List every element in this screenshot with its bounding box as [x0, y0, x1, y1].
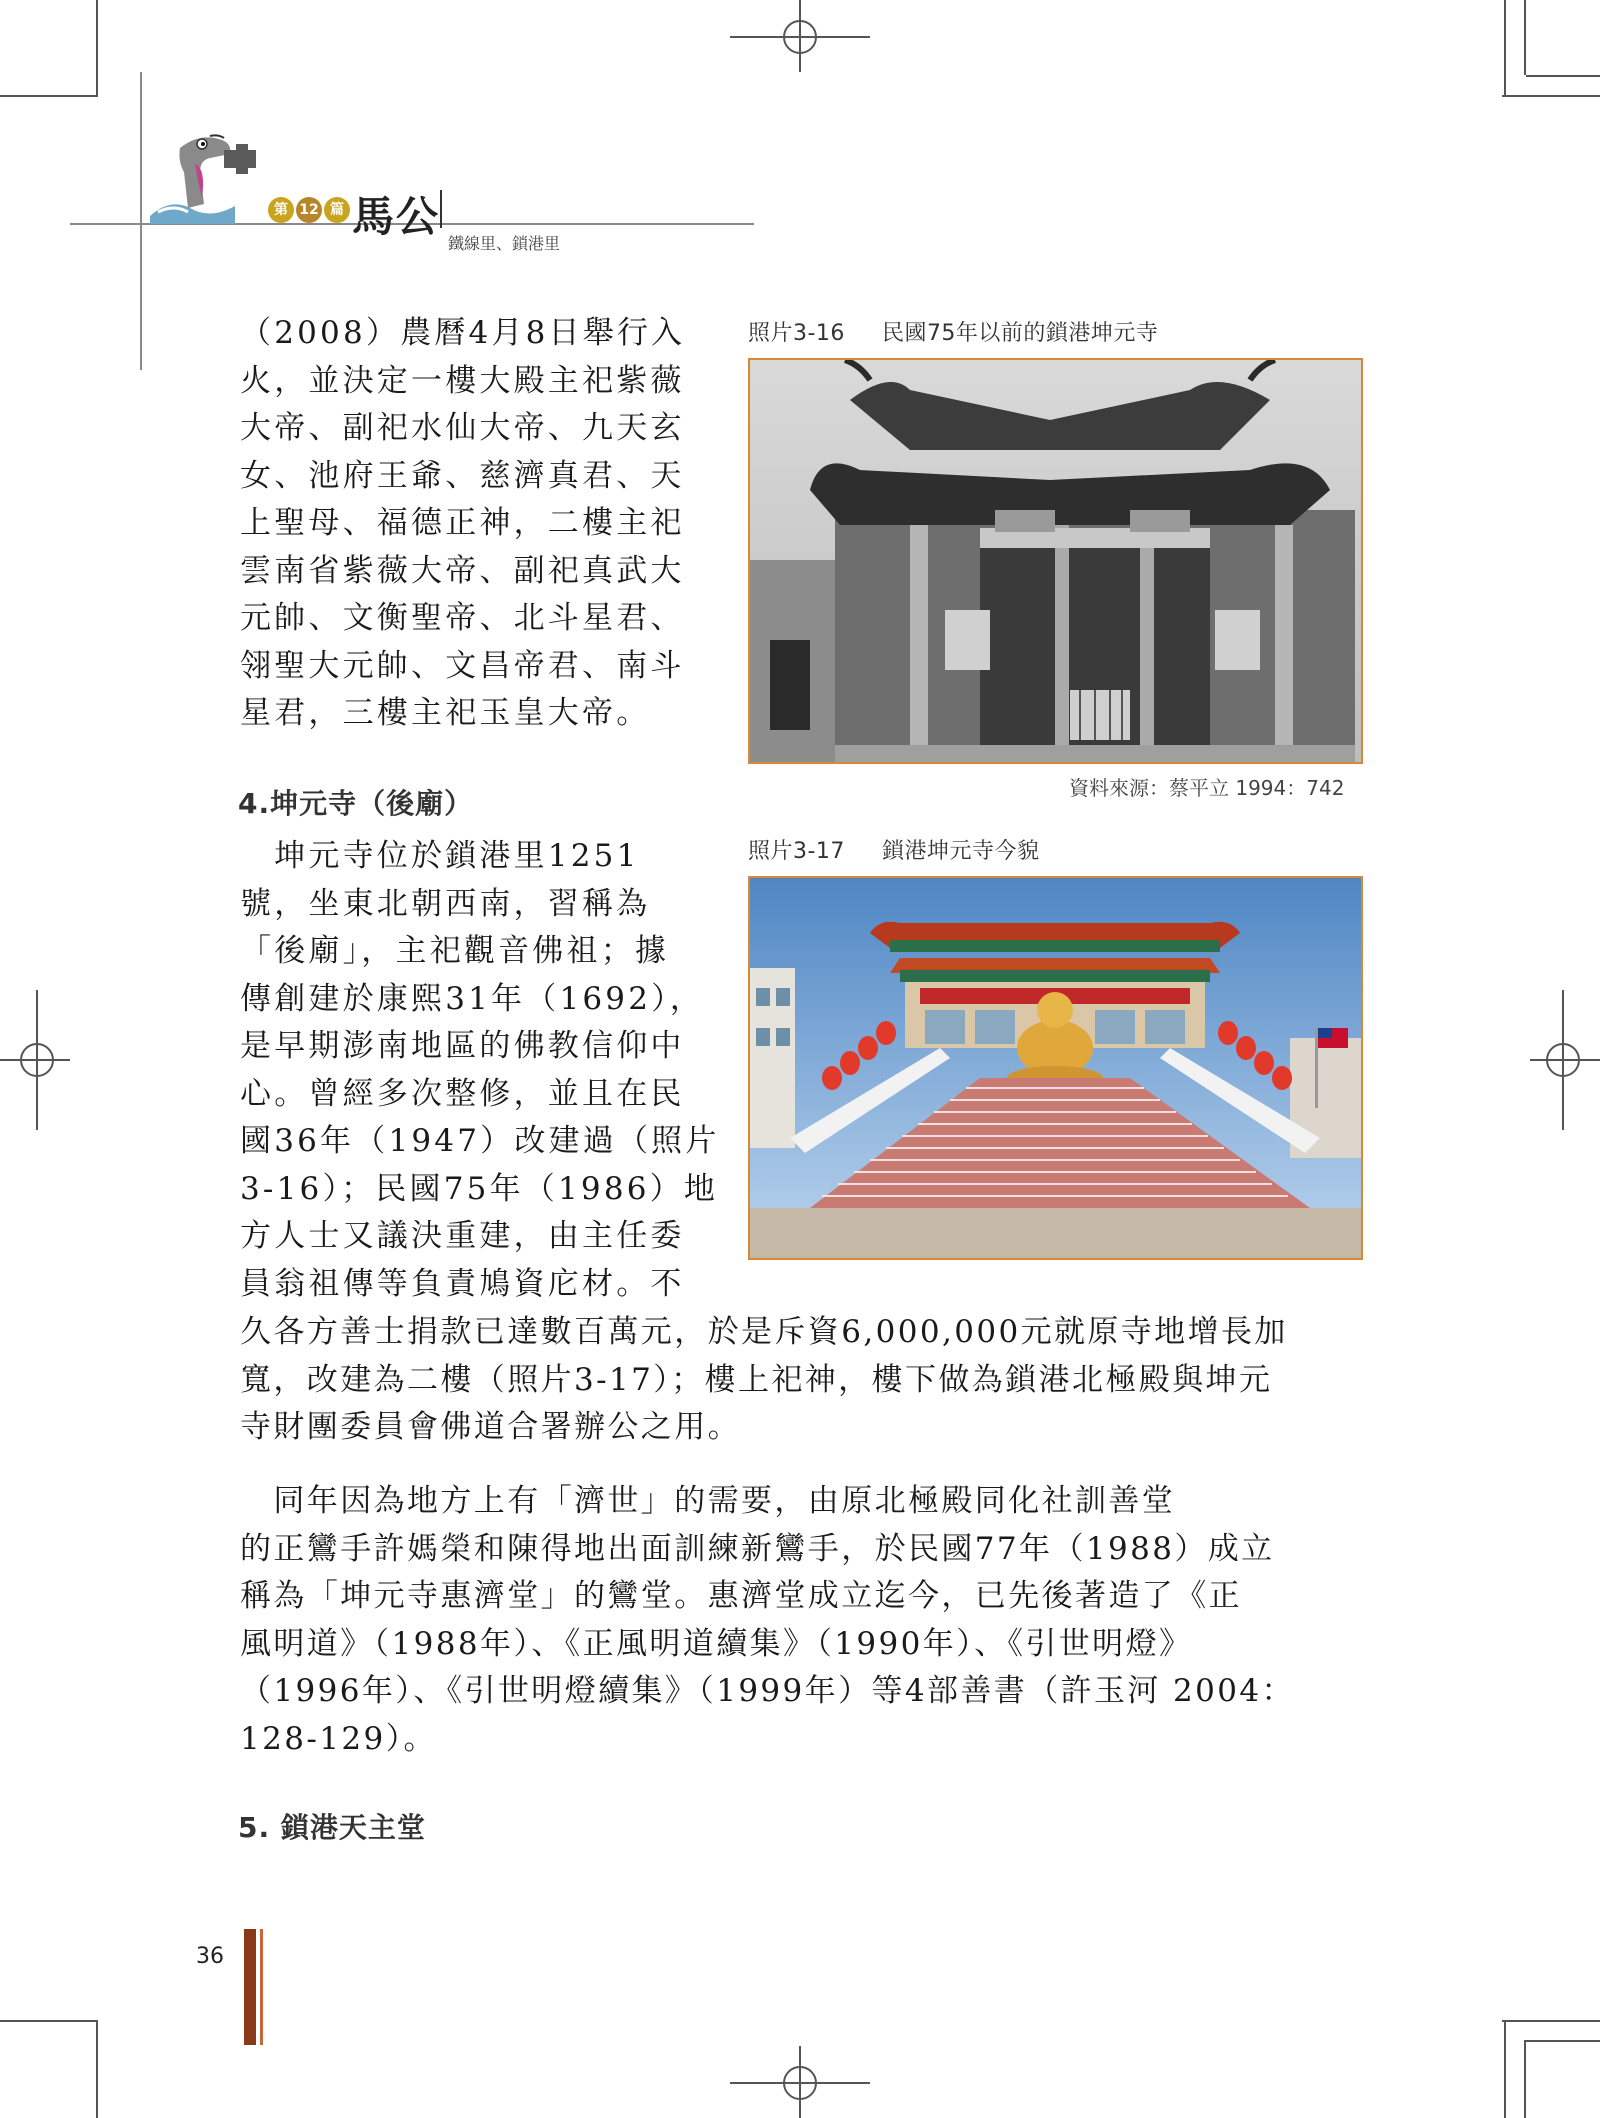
chapter-suffix-badge: 篇	[324, 197, 350, 223]
caption-text: 鎖港坤元寺今貌	[881, 839, 1040, 864]
text-line: 雲南省紫薇大帝、副祀真武大	[240, 552, 685, 589]
photo-old-temple	[748, 358, 1363, 764]
text-line: 寺財團委員會佛道合署辦公之用。	[240, 1409, 741, 1445]
crop-mark	[1524, 0, 1526, 75]
text-line: 久各方善士捐款已達數百萬元，於是斥資6,000,000元就原寺地增長加	[240, 1314, 1288, 1350]
text-line: 方人士又議決重建，由主任委	[240, 1218, 685, 1254]
old-temple-image	[750, 360, 1361, 762]
registration-mark	[783, 2066, 817, 2100]
text-line: 星君，三樓主祀玉皇大帝。	[240, 695, 651, 731]
caption-text: 民國75年以前的鎖港坤元寺	[881, 321, 1159, 346]
crop-mark	[0, 2020, 98, 2022]
crop-mark	[1502, 95, 1600, 97]
caption-number: 照片3-16	[748, 321, 845, 346]
text-line: 坤元寺位於鎖港里1251	[240, 838, 640, 874]
text-line: 上聖母、福德正神，二樓主祀	[240, 505, 685, 541]
paragraph-left-2	[240, 833, 720, 1308]
section-heading-5: 5. 鎖港天主堂	[238, 1811, 426, 1844]
crop-mark	[96, 2022, 98, 2118]
registration-mark	[783, 20, 817, 54]
text-line: 元帥、文衡聖帝、北斗星君、	[240, 600, 685, 636]
crop-mark	[96, 0, 98, 95]
page-bar-accent	[260, 1929, 263, 2045]
header-subtitle: 鐵線里、鎖港里	[448, 234, 561, 253]
text-line: 員翁祖傳等負責鳩資庀材。不	[240, 1265, 685, 1302]
text-line: （2008）農曆4月8日舉行入	[240, 315, 686, 351]
caption-number: 照片3-17	[748, 839, 845, 864]
page-number: 36	[196, 1944, 224, 1969]
text-line: 心。曾經多次整修，並且在民	[240, 1075, 685, 1112]
text-line: 3-16）；民國75年（1986）地	[240, 1170, 719, 1207]
text-line: 號，坐東北朝西南，習稱為	[240, 885, 651, 922]
photo-caption-3-17	[748, 834, 1039, 865]
text-line: 寬，改建為二樓（照片3-17）；樓上祀神，樓下做為鎖港北極殿與坤元	[240, 1361, 1273, 1398]
registration-mark	[1546, 1043, 1580, 1077]
photo-source: 資料來源：蔡平立 1994：742	[1069, 776, 1345, 800]
page-bar	[244, 1929, 256, 2045]
crop-mark	[1502, 2020, 1600, 2022]
photo-new-temple	[748, 876, 1363, 1260]
town-name-title: 馬公	[352, 192, 441, 241]
crop-mark	[1504, 0, 1506, 95]
chapter-prefix-badge: 第	[268, 197, 294, 223]
text-line: 翎聖大元帥、文昌帝君、南斗	[240, 647, 685, 684]
new-temple-image	[750, 878, 1361, 1258]
crop-mark	[1524, 2040, 1526, 2118]
text-line: 的正鸞手許媽榮和陳得地出面訓練新鸞手，於民國77年（1988）成立	[240, 1530, 1275, 1567]
crop-mark	[1504, 2022, 1506, 2118]
text-line: 「後廟」，主祀觀音佛祖；據	[240, 933, 670, 969]
paragraph-left-1	[240, 310, 720, 738]
title-divider	[440, 190, 442, 228]
text-line: 國36年（1947）改建過（照片	[240, 1123, 720, 1159]
registration-mark	[20, 1043, 54, 1077]
paragraph-full-2	[240, 1478, 1365, 1763]
text-line: 同年因為地方上有「濟世」的需要，由原北極殿同化社訓善堂	[240, 1483, 1176, 1519]
crop-mark	[1526, 2040, 1600, 2042]
section-heading-4: 4.坤元寺（後廟）	[238, 787, 474, 820]
text-line: 128-129）。	[240, 1720, 437, 1757]
text-line: 女、池府王爺、慈濟真君、天	[240, 457, 685, 494]
photo-caption-3-16	[748, 316, 1158, 347]
text-line: 火，並決定一樓大殿主祀紫薇	[240, 362, 685, 399]
crop-mark	[1526, 75, 1600, 77]
chapter-number-badge: 12	[296, 197, 322, 223]
text-line: （1996年）、《引世明燈續集》（1999年）等4部善書（許玉河 2004：	[240, 1673, 1295, 1709]
text-line: 傳創建於康熙31年（1692），	[240, 980, 705, 1017]
paragraph-full-1	[240, 1309, 1365, 1452]
text-line: 風明道》（1988年）、《正風明道續集》（1990年）、《引世明燈》	[240, 1625, 1193, 1662]
crop-mark	[0, 95, 98, 97]
text-line: 稱為「坤元寺惠濟堂」的鸞堂。惠濟堂成立迄今，已先後著造了《正	[240, 1578, 1242, 1614]
text-line: 大帝、副祀水仙大帝、九天玄	[240, 410, 685, 446]
mascot-logo-icon	[140, 128, 270, 228]
text-line: 是早期澎南地區的佛教信仰中	[240, 1028, 685, 1064]
